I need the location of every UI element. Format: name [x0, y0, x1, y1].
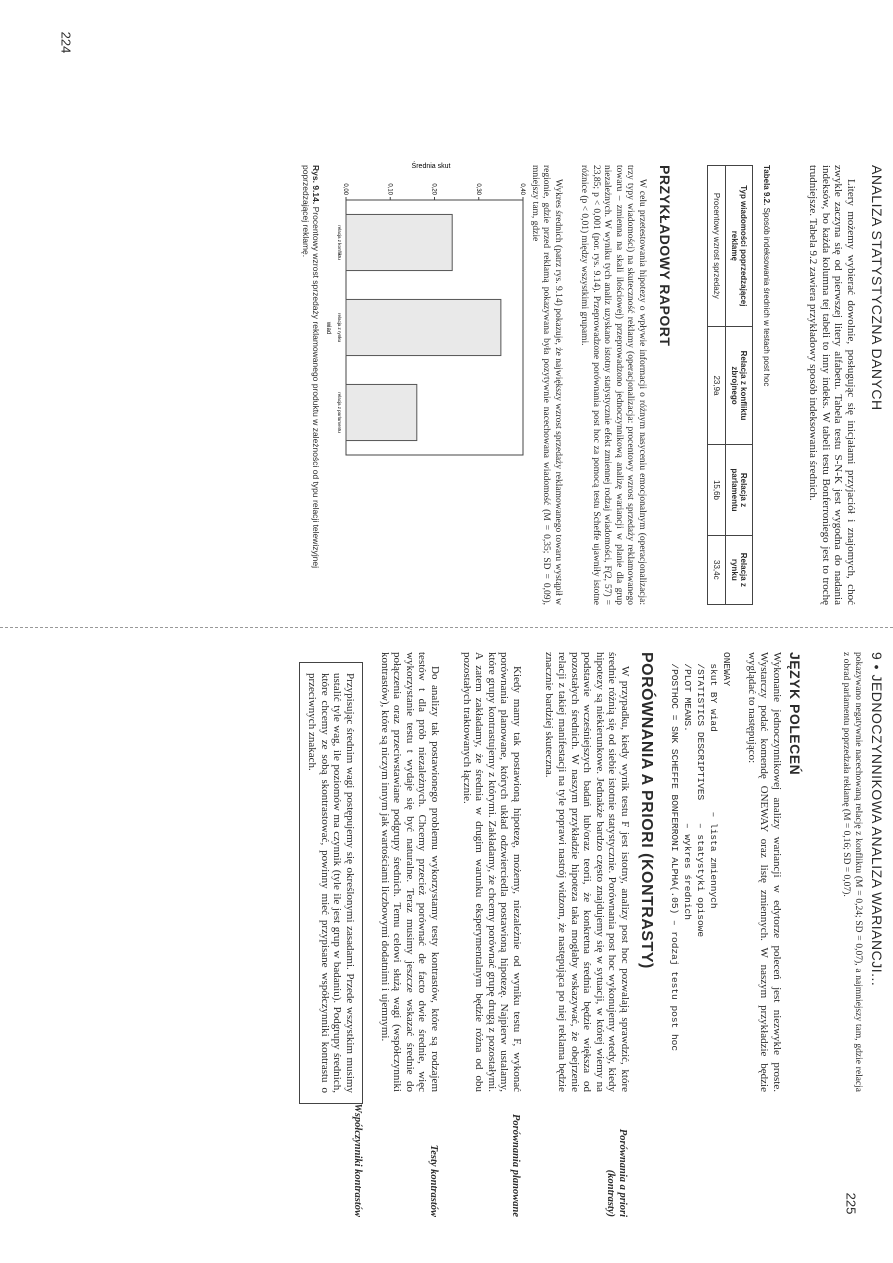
table-header-3: Relacja z parlamentu — [726, 445, 753, 535]
margin-note: Porównania a priori (kontrasty) — [605, 1128, 628, 1217]
contrast-paragraph-2: Kiedy mamy tak postawioną hipotezę, możemy, niezależnie od wyniku testu F, wykonać porównania planowane, których układ odzwierciedla postawioną hipotezę. Najpierw ustalamy, które grupy kontrastujemy z którymi. Zakładamy, że chcemy porównać grupę drugą z pozostałymi. A zatem zakładamy, że średnia w drugim warunku eksperymentalnym będzie różna od obu pozostałych traktowanych łącznie. — [460, 652, 523, 1092]
code-line: /STATISTICS DESCRIPTIVES – statystyki opisowe — [695, 652, 706, 938]
running-header: ANALIZA STATYSTYCZNA DANYCH — [869, 165, 885, 411]
table-header-2: Relacja z konfliktu zbrojnego — [726, 326, 753, 445]
table-caption — [762, 165, 771, 386]
figure-caption-text: Procentowy wzrost sprzedaży reklamowanego produktu w zależności od typu relacji telewizyjnej poprzedzającej reklamę. — [301, 165, 321, 569]
section-title-commands: JĘZYK POLECEŃ — [787, 652, 803, 776]
table-header-4: Relacja z rynku — [726, 535, 753, 604]
table-cell: 15,6b — [708, 445, 726, 535]
commands-paragraph: Wykonanie jednoczynnikowej analizy wariancji w edytorze poleceń jest niezwykle proste. Wystarczy podać komendę ONEWAY oraz listę zmiennych. W naszym przykładzie będzie wyglądać to następująco: — [745, 652, 783, 1092]
report-paragraph-1: W celu przetestowania hipotezy o wpływie informacji o różnym nasyceniu emocjonalnym (operacjonalizacja: trzy typy wiadomości) na skuteczność reklamy (operacjonalizacja: procentowy wzrost sprzedaży reklamowanego towaru – zmienna na skali ilościowej) przeprowadzono jednoczynnikową analizę wariancji w planie dla grup niezależnych. W wyniku tych analiz uzyskano istotny statystycznie efekt zmiennej rodzaj wiadomości, F(2, 57) = 23,85; p < 0,001 (por. rys. 9.14). Przeprowadzone porównania post hoc za pomocą testu Scheffe ujawniły istotne różnice (p < 0,01) między wszystkimi grupami. — [579, 165, 647, 605]
right-page — [0, 632, 893, 1262]
section-title-report: PRZYKŁADOWY RAPORT — [657, 165, 673, 347]
chart-x-tick-label: relacja z parlamentu — [337, 392, 342, 433]
figure-caption — [301, 165, 321, 605]
indexing-table — [707, 165, 753, 605]
margin-note: Współczynniki kontrastów — [352, 1103, 363, 1217]
syntax-code — [668, 652, 733, 1051]
chart-bar — [346, 384, 417, 440]
margin-note: Porównania planowane — [510, 1114, 521, 1217]
contrast-paragraph-3: Do analizy tak postawionego problemu wykorzystamy testy kontrastów, które są rodzajem testów t dla prób niezależnych. Chcemy przecież porównać de facto dwie średnie, więc wykorzystanie testu t wydaje się być naturalne. Teraz musimy jeszcze wskazać średnie do połączenia oraz przeciwstawiane podgrupy średnich. Temu celowi służą wagi (współczynniki kontrastów), które są niczym innym jak wartościami liczbowymi dodatnimi i ujemnymi. — [378, 652, 441, 1092]
chart-x-tick-label: relacja z rynku — [337, 312, 342, 343]
running-header: 9 • JEDNOCZYNNIKOWA ANALIZA WARIANCJI... — [869, 652, 885, 987]
code-line: skut BY wiad – lista zmiennych — [708, 652, 719, 909]
report-paragraph-2: Wykres średnich (patrz rys. 9.14) pokazuje, że największy wzrost sprzedaży reklamowanego towaru wystąpił w regionie, gdzie przed reklamą pokazywana była pozytywnie nacechowana wiadomość (M = 0,35; SD = 0,09), mniejszy tam, gdzie — [529, 165, 563, 605]
left-page — [0, 0, 893, 630]
chart-y-tick-label: 0,10 — [386, 183, 393, 195]
chart-y-tick-label: 0,20 — [430, 183, 437, 195]
code-line: ONEWAY — [721, 652, 732, 687]
table-cell: 33,4c — [708, 535, 726, 604]
chart-y-tick-label: 0,30 — [474, 183, 481, 195]
contrast-paragraph-1: W przypadku, kiedy wynik testu F jest istotny, analizy post hoc pozwalają sprawdzić, które średnie różnią się od siebie istotnie statystycznie. Porównania post hoc wykonujemy wtedy, kiedy hipotezy są niekierunkowe. Jednakże bardzo często znajdujemy się w sytuacji, w której wiemy na podstawie wcześniejszych badań lub/oraz teorii, że konkretna średnia będzie większa od pozostałych średnich. W naszym przykładzie hipoteza taka mogłaby wskazywać, że obejrzenie relacji z takiej manifestacji na tyle poprawi nastrój widzom, że następująca po niej reklama będzie znacznie bardziej skuteczna. — [543, 652, 631, 1092]
section-title-contrasts: PORÓWNANIA A PRIORI (KONTRASTY) — [638, 652, 655, 969]
chart-bar — [346, 299, 501, 355]
margin-note: Testy kontrastów — [428, 1144, 439, 1217]
table-caption-text: Sposób indeksowania średnich w testach post hoc — [762, 207, 771, 387]
figure-caption-label: Rys. 9.14. — [311, 165, 321, 205]
code-line: /PLOT MEANS. – wykres średnich — [682, 652, 693, 920]
table-header-1: Typ wiadomości poprzedzającej reklamę — [726, 166, 753, 327]
table-cell: 23,9a — [708, 326, 726, 445]
bar-chart — [323, 160, 531, 460]
chart-x-tick-label: relacja z konfliktu — [337, 225, 342, 260]
chart-y-tick-label: 0,40 — [519, 183, 525, 195]
chart-y-axis-label: Średnia skut — [411, 163, 451, 170]
chart-y-tick-label: 0,00 — [342, 183, 348, 195]
code-line: /POSTHOC = SNK SCHEFFE BONFERRONI ALPHA(.05) – rodzaj testu post hoc — [669, 652, 680, 1052]
chart-x-axis-label: wiad — [325, 321, 331, 335]
table-caption-label: Tabela 9.2. — [762, 165, 771, 206]
continued-paragraph: pokazywano negatywnie nacechowaną relację z konfliktu (M = 0,24; SD = 0,07), a najmniejszy tam, gdzie relacja z obrad parlamentu poprzedzała reklamę (M = 0,16; SD = 0,07). — [841, 652, 863, 1092]
table-cell: Procentowy wzrost sprzedaży — [708, 166, 726, 327]
right-page-number: 225 — [843, 1192, 859, 1215]
left-page-number: 224 — [58, 31, 74, 54]
chart-bar — [346, 214, 452, 270]
intro-paragraph: Litery możemy wybierać dowolnie, posługując się inicjałami przyjaciół i znajomych, choć zwykle zaczyna się od pierwszej litery alfabetu. Tabela testu S-N-K jest wygodna do nadania indeksów, bo każda kolumna tej tabeli to inny indeks. W tabeli testu Bonferroniego jest to trochę trudniejsze. Tabela 9.2 zawiera przykładowy sposób indeksowania średnich. — [807, 165, 857, 605]
note-box: Przypisując średnim wagi postępujemy się określonymi zasadami. Przede wszystkim musimy ustalić tyle wag, ile poziomów ma czynnik (tyle ile jest grup w badaniu). Podgrupy średnich, które chcemy ze sobą skontrastować, powinny mieć przypisane współczynniki kontrastu o przeciwnych znakach. — [299, 662, 363, 1104]
